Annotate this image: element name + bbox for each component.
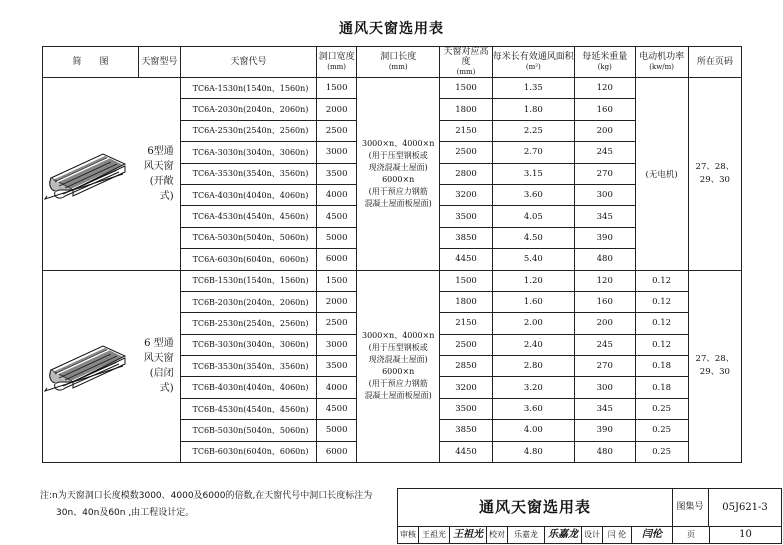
length-cell: 3000×n、4000×n (用于压型钢板或 现浇混凝土屋面) 6000×n (用于预应力钢筋 混凝土屋面板屋面) xyxy=(356,270,439,463)
header-length: 洞口长度 (mm) xyxy=(356,47,439,78)
power-cell: 0.12 xyxy=(635,334,688,355)
header-power: 电动机功率 (kw/m) xyxy=(635,47,688,78)
length-cell: 3000×n、4000×n (用于压型钢板或 现浇混凝土屋面) 6000×n (用于预应力钢筋 混凝土屋面板屋面) xyxy=(356,78,439,271)
height-cell: 1500 xyxy=(440,78,492,99)
area-cell: 1.20 xyxy=(492,270,574,291)
check-name: 乐嘉龙 xyxy=(514,530,538,539)
footnote-line-1: 注:n为天窗洞口长度模数3000、4000及6000的倍数,在天窗代号中洞口长度标注为 xyxy=(40,491,373,501)
code-cell: TC6A-5030n(5040n、5060n) xyxy=(180,227,317,248)
header-figure: 简 图 xyxy=(43,47,139,78)
atlas-number-cell xyxy=(672,489,781,527)
height-cell: 4450 xyxy=(440,441,492,462)
roof-ventilator-drawing xyxy=(43,146,131,202)
weight-cell: 200 xyxy=(575,313,636,334)
selection-table xyxy=(42,46,742,463)
power-cell: 0.12 xyxy=(635,291,688,312)
height-cell: 3500 xyxy=(440,398,492,419)
width-cell: 6000 xyxy=(317,441,357,462)
width-cell: 1500 xyxy=(317,270,357,291)
atlas-label: 图集号 xyxy=(672,489,709,526)
weight-cell: 300 xyxy=(575,377,636,398)
signature-row xyxy=(398,526,781,543)
weight-cell: 270 xyxy=(575,163,636,184)
area-cell: 2.00 xyxy=(492,313,574,334)
area-cell: 4.80 xyxy=(492,441,574,462)
weight-cell: 245 xyxy=(575,334,636,355)
height-cell: 1500 xyxy=(440,270,492,291)
height-cell: 3500 xyxy=(440,206,492,227)
width-cell: 2000 xyxy=(317,291,357,312)
weight-cell: 345 xyxy=(575,206,636,227)
code-cell: TC6B-4530n(4540n、4560n) xyxy=(180,398,317,419)
height-cell: 2500 xyxy=(440,334,492,355)
weight-cell: 120 xyxy=(575,78,636,99)
width-cell: 2500 xyxy=(317,313,357,334)
height-cell: 3850 xyxy=(440,227,492,248)
title-block xyxy=(397,488,782,544)
area-cell: 3.60 xyxy=(492,184,574,205)
height-cell: 1800 xyxy=(440,99,492,120)
height-cell: 2150 xyxy=(440,313,492,334)
width-cell: 4500 xyxy=(317,206,357,227)
code-cell: TC6B-3530n(3540n、3560n) xyxy=(180,356,317,377)
header-area: 每米长有效通风面积 (m²) xyxy=(492,47,574,78)
code-cell: TC6A-4530n(4540n、4560n) xyxy=(180,206,317,227)
width-cell: 3500 xyxy=(317,356,357,377)
width-cell: 3500 xyxy=(317,163,357,184)
power-cell: 0.25 xyxy=(635,441,688,462)
review-name: 王祖光 xyxy=(422,530,446,539)
review-signature: 王祖光 xyxy=(453,529,483,540)
page-label: 页 xyxy=(687,530,695,539)
header-type: 天窗型号 xyxy=(138,47,180,78)
header-code: 天窗代号 xyxy=(180,47,317,78)
code-cell: TC6B-2530n(2540n、2560n) xyxy=(180,313,317,334)
area-cell: 1.35 xyxy=(492,78,574,99)
width-cell: 2000 xyxy=(317,99,357,120)
power-cell: 0.12 xyxy=(635,270,688,291)
type-cell: 6 型通风天窗 (启闭式) xyxy=(138,270,180,463)
area-cell: 4.00 xyxy=(492,420,574,441)
area-cell: 2.25 xyxy=(492,120,574,141)
weight-cell: 120 xyxy=(575,270,636,291)
page-number: 10 xyxy=(739,529,752,540)
code-cell: TC6A-1530n(1540n、1560n) xyxy=(180,78,317,99)
table-row xyxy=(43,78,742,99)
width-cell: 3000 xyxy=(317,142,357,163)
review-label: 审核 xyxy=(400,530,416,539)
area-cell: 2.70 xyxy=(492,142,574,163)
weight-cell: 245 xyxy=(575,142,636,163)
weight-cell: 200 xyxy=(575,120,636,141)
weight-cell: 480 xyxy=(575,441,636,462)
width-cell: 4500 xyxy=(317,398,357,419)
height-cell: 4450 xyxy=(440,249,492,270)
power-cell: 0.12 xyxy=(635,313,688,334)
power-cell: (无电机) xyxy=(635,78,688,271)
power-cell: 0.25 xyxy=(635,420,688,441)
height-cell: 2500 xyxy=(440,142,492,163)
height-cell: 3200 xyxy=(440,377,492,398)
header-page: 所在页码 xyxy=(688,47,741,78)
power-cell: 0.18 xyxy=(635,356,688,377)
footnote xyxy=(40,488,372,522)
weight-cell: 345 xyxy=(575,398,636,419)
code-cell: TC6B-6030n(6040n、6060n) xyxy=(180,441,317,462)
weight-cell: 160 xyxy=(575,291,636,312)
width-cell: 4000 xyxy=(317,377,357,398)
code-cell: TC6A-2030n(2040n、2060n) xyxy=(180,99,317,120)
weight-cell: 390 xyxy=(575,420,636,441)
area-cell: 2.80 xyxy=(492,356,574,377)
title-block-name: 通风天窗选用表 xyxy=(398,489,673,527)
weight-cell: 480 xyxy=(575,249,636,270)
weight-cell: 300 xyxy=(575,184,636,205)
power-cell: 0.18 xyxy=(635,377,688,398)
footnote-line-2: 30n、40n及60n ,由工程设计定。 xyxy=(56,508,195,518)
vent-figure-cell xyxy=(43,270,139,463)
header-row xyxy=(43,47,742,78)
code-cell: TC6A-3030n(3040n、3060n) xyxy=(180,142,317,163)
width-cell: 6000 xyxy=(317,249,357,270)
design-signature: 闫伦 xyxy=(642,529,662,540)
area-cell: 4.50 xyxy=(492,227,574,248)
code-cell: TC6B-3030n(3040n、3060n) xyxy=(180,334,317,355)
weight-cell: 390 xyxy=(575,227,636,248)
height-cell: 3200 xyxy=(440,184,492,205)
design-label: 设计 xyxy=(584,530,600,539)
page-ref-cell: 27、28、 29、30 xyxy=(688,78,741,271)
code-cell: TC6A-4030n(4040n、4060n) xyxy=(180,184,317,205)
table-row xyxy=(43,270,742,291)
height-cell: 1800 xyxy=(440,291,492,312)
height-cell: 2850 xyxy=(440,356,492,377)
vent-figure-cell xyxy=(43,78,139,271)
area-cell: 1.80 xyxy=(492,99,574,120)
width-cell: 3000 xyxy=(317,334,357,355)
area-cell: 3.20 xyxy=(492,377,574,398)
height-cell: 2150 xyxy=(440,120,492,141)
check-signature: 乐嘉龙 xyxy=(548,529,578,540)
header-width: 洞口宽度 (mm) xyxy=(317,47,357,78)
code-cell: TC6A-2530n(2540n、2560n) xyxy=(180,120,317,141)
check-label: 校对 xyxy=(489,530,505,539)
code-cell: TC6B-1530n(1540n、1560n) xyxy=(180,270,317,291)
area-cell: 5.40 xyxy=(492,249,574,270)
code-cell: TC6A-6030n(6040n、6060n) xyxy=(180,249,317,270)
design-name: 闫 伦 xyxy=(607,530,627,539)
area-cell: 3.15 xyxy=(492,163,574,184)
page-title: 通风天窗选用表 xyxy=(339,21,444,37)
area-cell: 2.40 xyxy=(492,334,574,355)
weight-cell: 270 xyxy=(575,356,636,377)
area-cell: 4.05 xyxy=(492,206,574,227)
roof-ventilator-drawing xyxy=(43,338,131,394)
width-cell: 5000 xyxy=(317,227,357,248)
height-cell: 2800 xyxy=(440,163,492,184)
header-height: 天窗对应高度 (mm) xyxy=(440,47,492,78)
width-cell: 5000 xyxy=(317,420,357,441)
weight-cell: 160 xyxy=(575,99,636,120)
power-cell: 0.25 xyxy=(635,398,688,419)
area-cell: 1.60 xyxy=(492,291,574,312)
page-ref-cell: 27、28、 29、30 xyxy=(688,270,741,463)
width-cell: 1500 xyxy=(317,78,357,99)
type-cell: 6型通风天窗 (开敞式) xyxy=(138,78,180,271)
code-cell: TC6B-4030n(4040n、4060n) xyxy=(180,377,317,398)
height-cell: 3850 xyxy=(440,420,492,441)
area-cell: 3.60 xyxy=(492,398,574,419)
atlas-number: 05J621-3 xyxy=(722,502,768,513)
header-weight: 每延米重量 (kg) xyxy=(575,47,636,78)
code-cell: TC6A-3530n(3540n、3560n) xyxy=(180,163,317,184)
width-cell: 2500 xyxy=(317,120,357,141)
width-cell: 4000 xyxy=(317,184,357,205)
code-cell: TC6B-5030n(5040n、5060n) xyxy=(180,420,317,441)
code-cell: TC6B-2030n(2040n、2060n) xyxy=(180,291,317,312)
